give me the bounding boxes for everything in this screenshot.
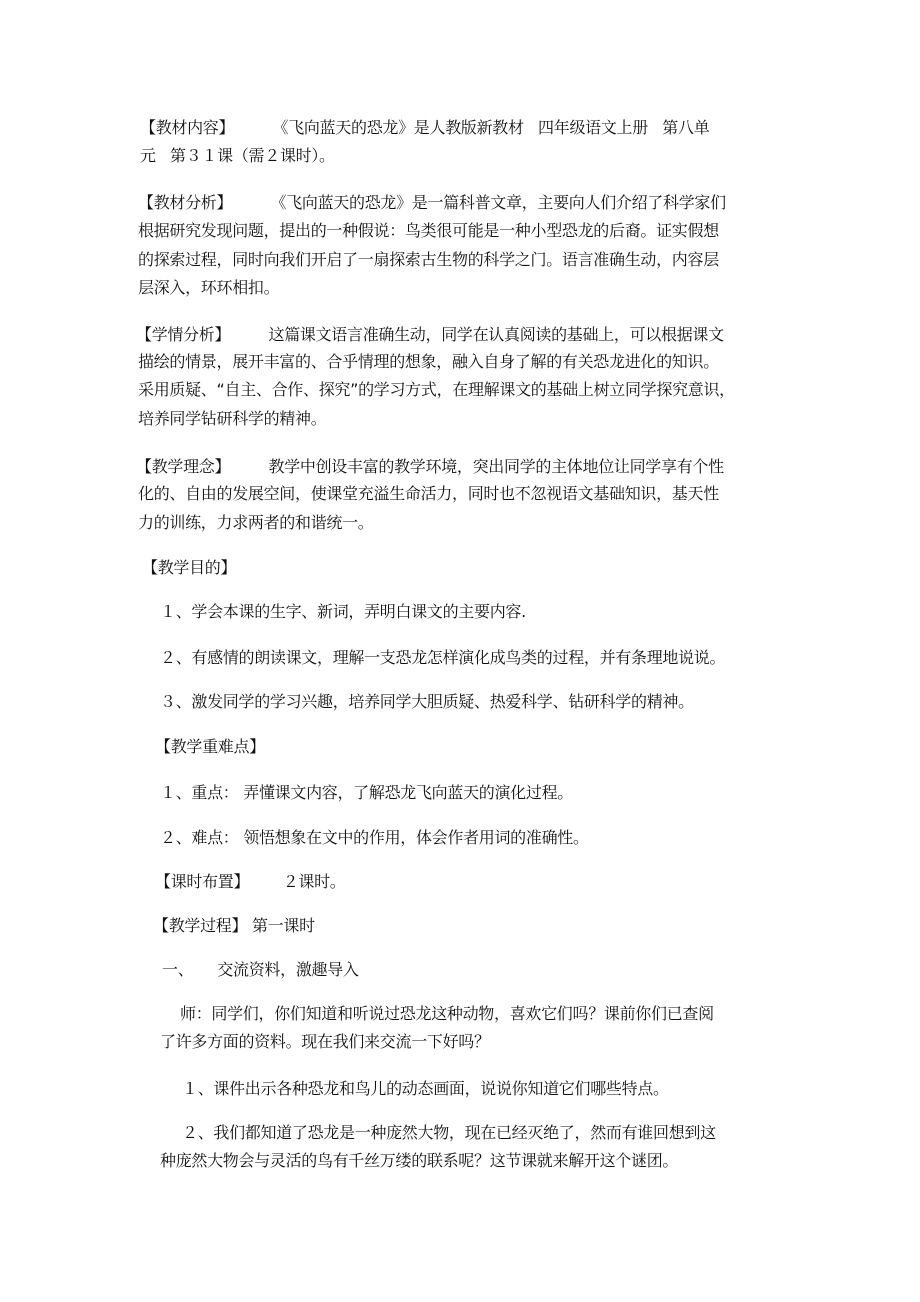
text-line: 力的训练，力求两者的和谐统一。	[138, 513, 374, 532]
list-item: ３、激发同学的学习兴趣，培养同学大胆质疑、热爱科学、钻研科学的精神。	[160, 692, 694, 711]
text-line: 元 第３１课（需２课时）。	[140, 146, 335, 165]
text-line: 【教材内容】 《飞向蓝天的恐龙》是人教版新教材 四年级语文上册 第八单	[140, 118, 710, 137]
text-line: 种庞然大物会与灵活的鸟有千丝万缕的联系呢？这节课就来解开这个谜团。	[160, 1151, 679, 1170]
text-line: 层深入，环环相扣。	[138, 278, 280, 297]
section-heading: 【教学目的】	[142, 558, 237, 577]
section-heading: 【教学过程】 第一课时	[153, 916, 315, 935]
text-line: 的探索过程，同时向我们开启了一扇探索古生物的科学之门。语言准确生动，内容层	[138, 250, 719, 269]
section-heading: 【教学重难点】	[155, 737, 265, 756]
list-item: ２、难点： 领悟想象在文中的作用，体会作者用词的准确性。	[160, 828, 589, 847]
subsection-heading: 一、 交流资料，激趣导入	[162, 960, 359, 979]
text-line: 根据研究发现问题，提出的一种假说：鸟类很可能是一种小型恐龙的后裔。证实假想	[138, 221, 719, 240]
list-item: ２、有感情的朗读课文，理解一支恐龙怎样演化成鸟类的过程，并有条理地说说。	[160, 648, 726, 667]
list-item: １、课件出示各种恐龙和鸟儿的动态画面，说说你知道它们哪些特点。	[182, 1079, 669, 1098]
text-line: 化的、自由的发展空间，使课堂充溢生命活力，同时也不忽视语文基础知识，基天性	[138, 484, 719, 503]
text-line: 描绘的情景，展开丰富的、合乎情理的想象，融入自身了解的有关恐龙进化的知识。	[138, 352, 719, 371]
text-line: 师：同学们，你们知道和听说过恐龙这种动物，喜欢它们吗？课前你们已查阅	[180, 1004, 714, 1023]
list-item: ２、我们都知道了恐龙是一种庞然大物，现在已经灭绝了，然而有谁回想到这	[182, 1123, 716, 1142]
text-line: 【教学理念】 教学中创设丰富的教学环境，突出同学的主体地位让同学享有个性	[136, 457, 724, 476]
text-line: 培养同学钻研科学的精神。	[138, 409, 327, 428]
list-item: １、学会本课的生字、新词，弄明白课文的主要内容.	[160, 602, 526, 621]
section-heading: 【课时布置】 ２课时。	[155, 872, 346, 891]
list-item: １、重点： 弄懂课文内容，了解恐龙飞向蓝天的演化过程。	[160, 783, 573, 802]
text-line: 采用质疑、“自主、合作、探究”的学习方式，在理解课文的基础上树立同学探究意识，	[138, 380, 735, 399]
text-line: 【学情分析】 这篇课文语言准确生动，同学在认真阅读的基础上，可以根据课文	[136, 325, 724, 344]
text-line: 【教材分析】 《飞向蓝天的恐龙》是一篇科普文章，主要向人们介绍了科学家们	[138, 193, 726, 212]
text-line: 了许多方面的资料。现在我们来交流一下好吗？	[160, 1032, 490, 1051]
